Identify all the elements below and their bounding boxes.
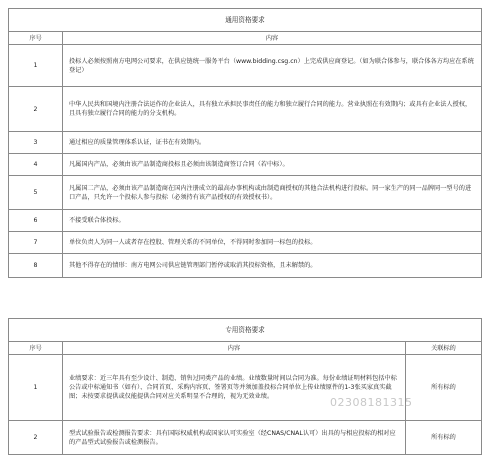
header-content: 内容 [63, 342, 406, 355]
table-row [9, 254, 482, 278]
table-row [9, 210, 482, 232]
row-content: 凡属国内产品，必须由该产品制造商投标且必须由该制造商签订合同（若中标）。 [63, 154, 482, 176]
header-content: 内容 [63, 32, 482, 45]
table-row [9, 355, 482, 421]
table-row [9, 45, 482, 87]
table-row [9, 176, 482, 210]
watermark: 02308181315 [330, 396, 413, 409]
row-content: 中华人民共和国境内注册合法运作的企业法人，具有独立承担民事责任的能力和独立履行合同的能力。营业执照在有效期内；或具有企业法人授权，且具有独立履行合同的能力的分支机构。 [63, 87, 482, 132]
row-content: 单位负责人为同一人或者存在控股、管理关系的不同单位，不得同时参加同一标包的投标。 [63, 232, 482, 254]
table-row [9, 421, 482, 455]
header-no: 序号 [9, 32, 63, 45]
row-index: 2 [9, 421, 63, 455]
row-index: 1 [9, 45, 63, 87]
row-content: 型式试验报告或检测报告要求：具有国际权威机构或国家认可实验室（经CNAS/CNAL认可）出具的与相应投标的相对应的产品型式试验报告或检测报告。 [63, 421, 406, 455]
row-package: 所有标的 [405, 355, 481, 421]
row-content: 投标人必须按照南方电网公司要求，在供应链统一服务平台（www.bidding.csg.cn）上完成供应商登记。（如为联合体参与，联合体各方均应在系统登记） [63, 45, 482, 87]
row-content: 不接受联合体投标。 [63, 210, 482, 232]
general-requirements-table [8, 8, 482, 278]
table-row [9, 132, 482, 154]
table-row [9, 87, 482, 132]
general-table-title: 通用资格要求 [9, 9, 482, 32]
row-index: 3 [9, 132, 63, 154]
header-package: 关联标的 [405, 342, 481, 355]
header-no: 序号 [9, 342, 63, 355]
row-package: 所有标的 [405, 421, 481, 455]
row-index: 6 [9, 210, 63, 232]
row-index: 1 [9, 355, 63, 421]
row-content: 其他不得存在的情形：南方电网公司供应链管理部门暂停或取消其投标资格，且未解禁的。 [63, 254, 482, 278]
special-table-title: 专用资格要求 [9, 319, 482, 342]
row-content: 通过相应的质量管理体系认证，证书在有效期内。 [63, 132, 482, 154]
row-index: 5 [9, 176, 63, 210]
row-content: 业绩要求：近三年具有至少设计、制造、销售过同类产品的业绩。业绩数量时间以合同为准。每份业绩证明材料包括中标公告或中标通知书（如有）、合同首页、采购内容页、签署页等并须加盖投标合同单位上传业绩原件的1-3张买家真实截图；未按要求提供或仅能提供合同对应关系明显不合理的，视为无效业绩。 [63, 355, 406, 421]
special-requirements-table [8, 318, 482, 455]
row-index: 8 [9, 254, 63, 278]
row-index: 7 [9, 232, 63, 254]
table-row [9, 232, 482, 254]
table-row [9, 154, 482, 176]
row-content: 凡属国二产品，必须由该产品制造商在国内注册成立的最高办事机构或由制造商授权的其他合法机构进行投标。同一家生产的同一品牌同一型号的进口产品，只允许一个投标人参与投标（必须持有该产品授权的有效授权书）。 [63, 176, 482, 210]
row-index: 4 [9, 154, 63, 176]
row-index: 2 [9, 87, 63, 132]
